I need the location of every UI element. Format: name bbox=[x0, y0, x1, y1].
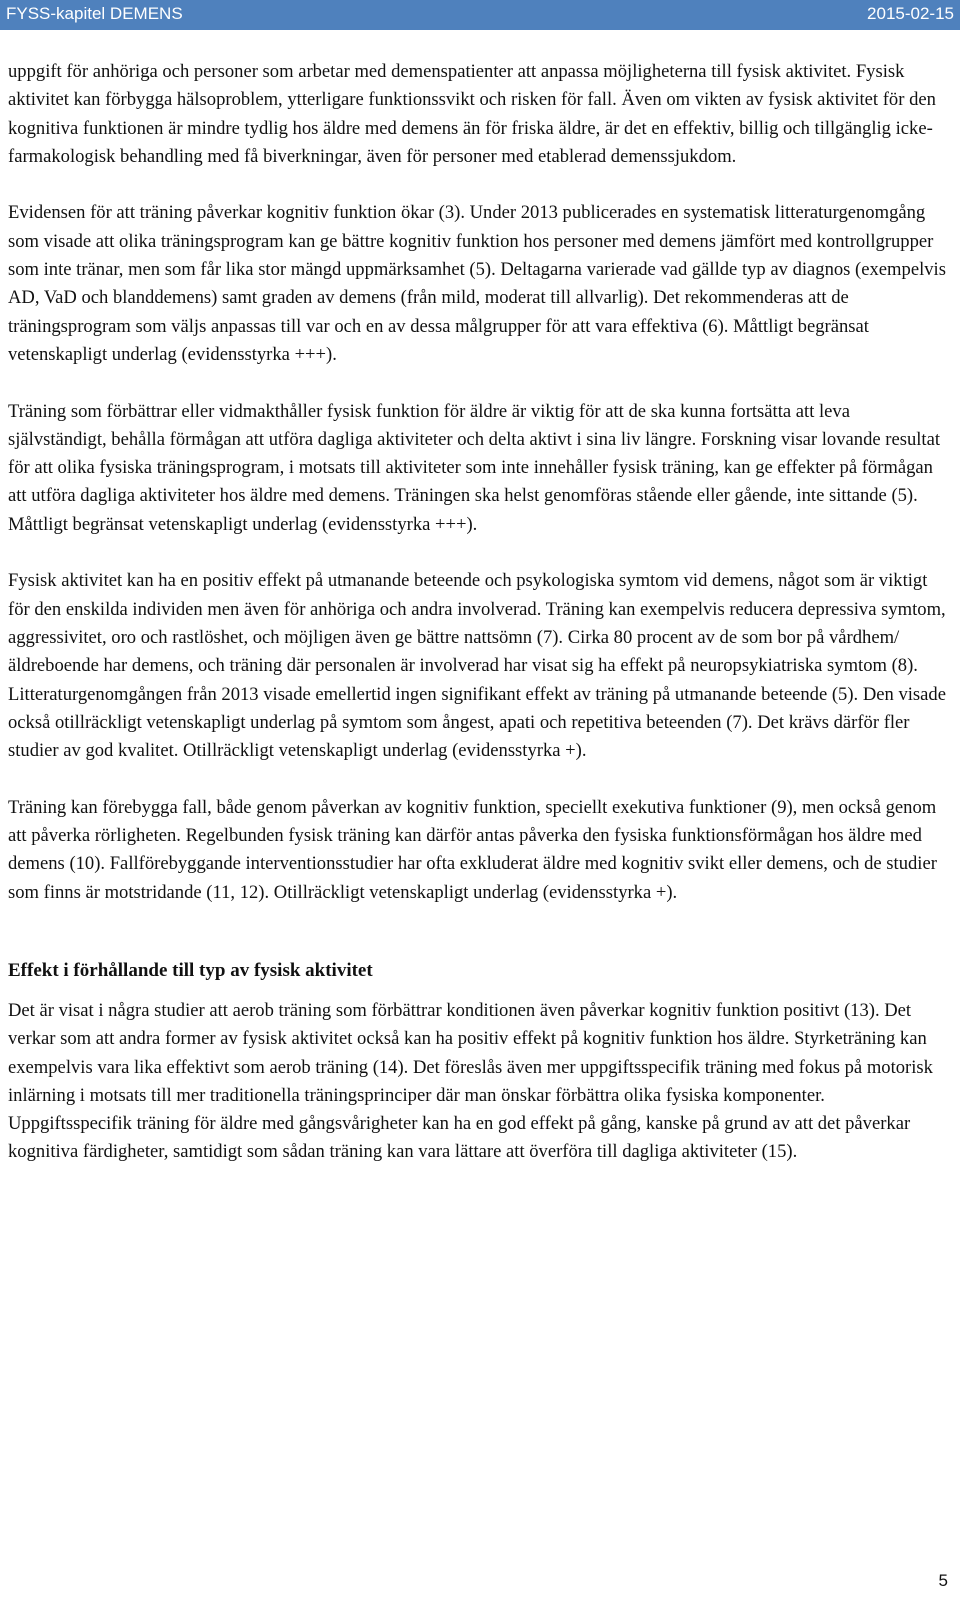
paragraph-cognitive: Evidensen för att träning påverkar kognitiv funktion ökar (3). Under 2013 publicerades en systematisk litteraturgenomgång som visade att olika träningsprogram kan ge bättre kognitiv funktion hos personer med demens jämfört med kontrollgrupper som inte tränar, men som får lika stor mängd uppmärksamhet (5). Deltagarna varierade vad gällde typ av diagnos (exempelvis AD, VaD och blanddemens) samt graden av demens (från mild, moderat till allvarlig). Det rekommenderas att de träningsprogram som väljs anpassas till var och en av dessa målgrupper för att vara effektiva (6). Måttligt begränsat vetenskapligt underlag (evidensstyrka +++). bbox=[8, 202, 946, 365]
paragraph-function: Träning som förbättrar eller vidmakthåller fysisk funktion för äldre är viktig för att de ska kunna fortsätta att leva självständigt, behålla förmågan att utföra dagliga aktiviteter och delta aktivt i sina liv längre. Forskning visar lovande resultat för att olika fysiska träningsprogram, i motsats till aktiviteter som inte innehåller fysisk träning, kan ge effekter på förmågan att utföra dagliga aktiviteter hos äldre med demens. Träningen ska helst genomföras stående eller gående, inte sittande (5). Måttligt begränsat vetenskapligt underlag (evidensstyrka +++). bbox=[8, 400, 941, 535]
paragraph-behaviour: Fysisk aktivitet kan ha en positiv effekt på utmanande beteende och psykologiska symtom vid demens, något som är viktigt för den enskilda individen men även för anhöriga och andra involverad. Träning kan exempelvis reducera depressiva symtom, aggressivitet, oro och rastlöshet, och möjligen även ge bättre nattsömn (7). Cirka 80 procent av de som bor på vårdhem/äldreboende har demens, och träning där personalen är involverad har visat sig ha effekt på neuropsykiatriska symtom (8). Litteraturgenomgången från 2013 visade emellertid ingen signifikant effekt av träning på utmanande beteende (5). Den visade också otillräckligt vetenskapligt underlag på symtom som ångest, apati och repetitiva beteenden (7). Det krävs därför fler studier av god kvalitet. Otillräckligt vetenskapligt underlag (evidensstyrka +). bbox=[8, 570, 946, 762]
document-body bbox=[8, 58, 952, 1195]
document-date: 2015-02-15 bbox=[867, 4, 954, 23]
paragraph-falls: Träning kan förebygga fall, både genom påverkan av kognitiv funktion, speciellt exekutiva funktioner (9), men också genom att påverka rörligheten. Regelbunden fysisk träning kan därför antas påverka den fysiska funktionsförmågan hos äldre med demens (10). Fallförebyggande interventionsstudier har ofta exkluderat äldre med kognitiv svikt eller demens, och de studier som finns är motstridande (11, 12). Otillräckligt vetenskapligt underlag (evidensstyrka +). bbox=[8, 796, 937, 903]
document-title: FYSS-kapitel DEMENS bbox=[6, 4, 183, 23]
paragraph-intro: uppgift för anhöriga och personer som arbetar med demenspatienter att anpassa möjligheterna till fysisk aktivitet. Fysisk aktivitet kan förbygga hälsoproblem, ytterligare funktionssvikt och risken för fall. Även om vikten av fysisk aktivitet för den kognitiva funktionen är mindre tydlig hos äldre med demens än för friska äldre, är det en effektiv, billig och tillgänglig icke-farmakologisk behandling med få biverkningar, även för personer med etablerad demenssjukdom. bbox=[8, 61, 936, 167]
paragraph-activity-type: Det är visat i några studier att aerob träning som förbättrar konditionen även påverkar kognitiv funktion positivt (13). Det verkar som att andra former av fysisk aktivitet också kan ha positiv effekt på kognitiv funktion hos äldre. Styrketräning kan exempelvis vara lika effektivt som aerob träning (14). Det föreslås även mer uppgiftsspecifik träning med fokus på motorisk inlärning i motsats till mer traditionella träningsprinciper där man önskar förbättra olika fysiska komponenter. Uppgiftsspecifik träning för äldre med gångsvårigheter kan ha en god effekt på gång, kanske på grund av att det påverkar kognitiva färdigheter, samtidigt som sådan träning kan vara lättare att överföra till dagliga aktiviteter (15). bbox=[8, 999, 933, 1163]
page-number: 5 bbox=[938, 1571, 948, 1590]
page-header bbox=[0, 0, 960, 30]
section-heading: Effekt i förhållande till typ av fysisk aktivitet bbox=[8, 959, 373, 981]
